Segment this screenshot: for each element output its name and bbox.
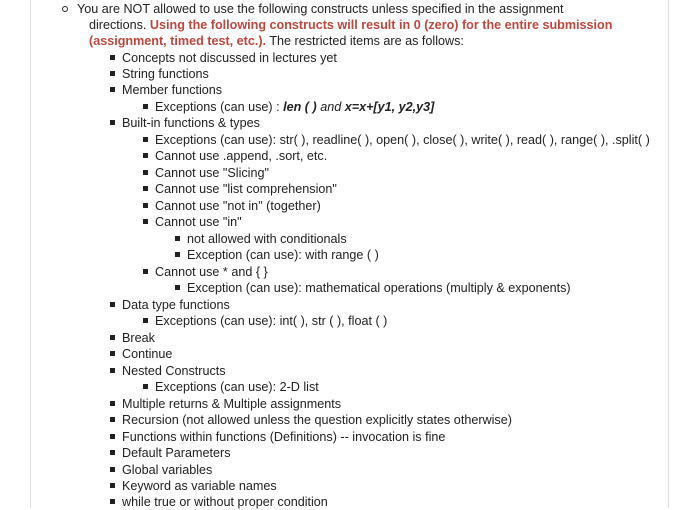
square-bullet-icon [143, 203, 148, 208]
square-bullet-icon [175, 236, 180, 241]
list-item: Exception (can use): with range ( ) [175, 247, 379, 263]
square-bullet-icon [110, 434, 115, 439]
list-item: Exception (can use): mathematical operations (multiply & exponents) [175, 280, 571, 296]
square-bullet-icon [110, 499, 115, 504]
list-item: Default Parameters [110, 445, 231, 461]
list-item: Keyword as variable names [110, 478, 277, 494]
square-bullet-icon [110, 302, 115, 307]
list-item: Functions within functions (Definitions) -- invocation is fine [110, 429, 445, 445]
square-bullet-icon [143, 153, 148, 158]
square-bullet-icon [110, 450, 115, 455]
square-bullet-icon [143, 104, 148, 109]
list-item: Exceptions (can use): int( ), str ( ), float ( ) [143, 313, 387, 329]
square-bullet-icon [110, 120, 115, 125]
square-bullet-icon [110, 483, 115, 488]
square-bullet-icon [143, 186, 148, 191]
list-item: while true or without proper condition [110, 494, 328, 510]
intro-line-2: directions. Using the following constructs will result in 0 (zero) for the entire submission [89, 18, 613, 32]
intro-line-3: (assignment, timed test, etc.). The restricted items are as follows: [89, 34, 464, 48]
list-item: Cannot use * and { } [143, 264, 268, 280]
square-bullet-icon [143, 384, 148, 389]
square-bullet-icon [110, 368, 115, 373]
hollow-circle-bullet-icon [62, 6, 68, 12]
list-item: Member functions [110, 82, 222, 98]
square-bullet-icon [175, 252, 180, 257]
square-bullet-icon [143, 269, 148, 274]
list-item: Exceptions (can use): str( ), readline( ), open( ), close( ), write( ), read( ), range( ), .split( ) [143, 132, 650, 148]
list-item: Continue [110, 346, 172, 362]
list-item: Data type functions [110, 297, 230, 313]
intro-line-1: You are NOT allowed to use the following constructs unless specified in the assignment [62, 1, 564, 17]
warning-text-continued: (assignment, timed test, etc.). [89, 34, 267, 48]
warning-text: Using the following constructs will result in 0 (zero) for the entire submission [149, 18, 613, 32]
list-item: Multiple returns & Multiple assignments [110, 396, 341, 412]
square-bullet-icon [143, 219, 148, 224]
square-bullet-icon [110, 87, 115, 92]
list-item: Built-in functions & types [110, 115, 260, 131]
list-item: Cannot use .append, .sort, etc. [143, 148, 327, 164]
square-bullet-icon [110, 55, 115, 60]
list-item: not allowed with conditionals [175, 231, 347, 247]
page-left-edge [30, 0, 31, 508]
list-item: Cannot use "list comprehension" [143, 181, 337, 197]
square-bullet-icon [110, 351, 115, 356]
list-item: Cannot use "Slicing" [143, 165, 269, 181]
list-item: Exceptions (can use): 2-D list [143, 379, 319, 395]
list-item: Cannot use "in" [143, 214, 242, 230]
list-item: Break [110, 330, 155, 346]
square-bullet-icon [110, 401, 115, 406]
square-bullet-icon [110, 71, 115, 76]
square-bullet-icon [110, 417, 115, 422]
list-item: Exceptions (can use) : len ( ) and x=x+[y1, y2,y3] [143, 99, 434, 115]
list-item: Concepts not discussed in lectures yet [110, 50, 337, 66]
list-item: Cannot use "not in" (together) [143, 198, 321, 214]
square-bullet-icon [143, 170, 148, 175]
list-item: String functions [110, 66, 209, 82]
square-bullet-icon [143, 137, 148, 142]
page-right-edge [668, 0, 669, 508]
list-item: Nested Constructs [110, 363, 226, 379]
list-item: Recursion (not allowed unless the question explicitly states otherwise) [110, 412, 512, 428]
square-bullet-icon [175, 285, 180, 290]
list-item: Global variables [110, 462, 212, 478]
square-bullet-icon [110, 467, 115, 472]
square-bullet-icon [143, 318, 148, 323]
square-bullet-icon [110, 335, 115, 340]
